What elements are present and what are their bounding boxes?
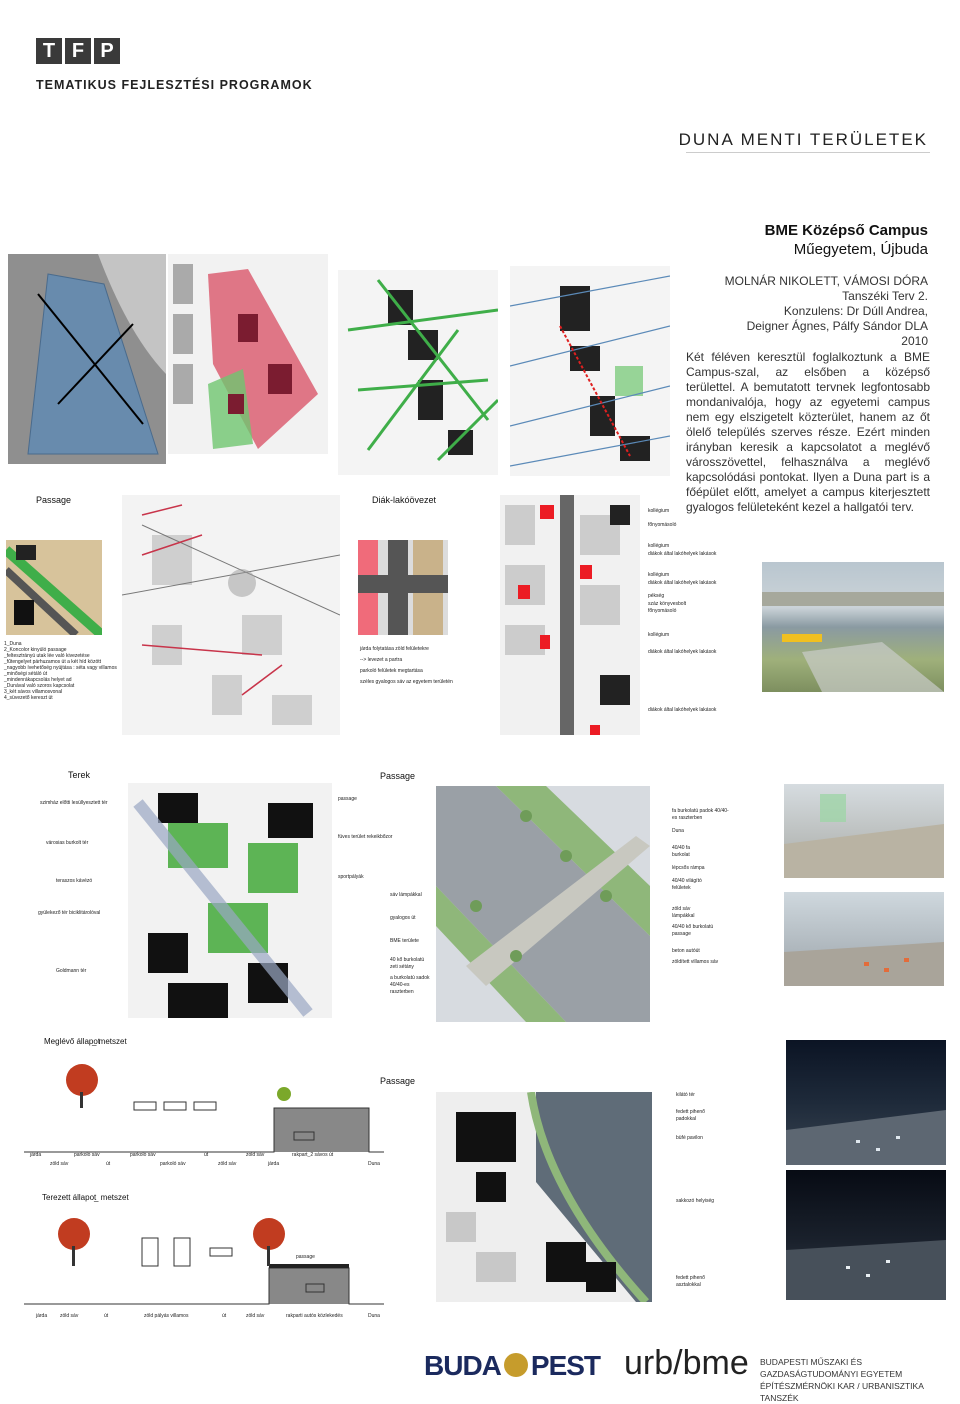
label-terek: Terek	[68, 770, 91, 780]
passage-detail	[6, 540, 102, 635]
passage3-right-label: büfé pavilon	[676, 1135, 703, 1141]
section-label: Duna	[368, 1313, 380, 1319]
map-green-network	[338, 270, 498, 475]
kollegium-label: főnyomásoló	[648, 521, 677, 528]
project-description: Két féléven keresztül foglalkoztunk a BME Campus-szal, az elsőben a középső területtel. A bemutatott tervnek legfontosabb mondanivalója, hogy az egyetemi campus nem egy elszigetelt közterület, hanem az őt ölelő település szerves része. Ezért minden irányban keresik a kapcsolatot a meglévő városszövettel, felhasználva a meglévő kapcsolódási pontokat. Ilyen a Duna part is a főépület előtt, amelyet a campus kiterjesztett gyalogos felületeként kezel a hallgatói terv.	[686, 350, 930, 514]
terek-mid-label: füves terület rekeikbőzor	[338, 834, 393, 840]
render-riverside-day	[762, 562, 944, 692]
project-title: BME Középső Campus	[764, 222, 928, 239]
note-line: széles gyalogos sáv az egyetem területén	[360, 679, 453, 685]
kollegium-label: diákok által lakóhelyek lakások	[648, 649, 717, 655]
section-label: járda	[30, 1152, 42, 1158]
render-passage-1	[784, 784, 944, 878]
authors-line: Konzulens: Dr Dúll Andrea,	[783, 304, 928, 318]
tfp-logo	[36, 38, 123, 64]
label-meglevo: Meglévő állapot	[44, 1037, 101, 1046]
passage-right-label: Duna	[672, 828, 684, 834]
terek-label: gyülekező tér biciklitárolóval	[38, 910, 101, 916]
section-label: út	[204, 1152, 209, 1158]
section-label: út	[104, 1313, 109, 1319]
section-label: Duna	[368, 1161, 380, 1167]
kollegium-label: diákok által lakóhelyek lakások	[648, 579, 717, 586]
section-label: út	[222, 1313, 227, 1319]
logo-subtitle: TEMATIKUS FEJLESZTÉSI PROGRAMOK	[36, 78, 313, 92]
section-label: járda	[268, 1161, 280, 1167]
passage-plan-river	[436, 1092, 652, 1302]
coat-of-arms-icon	[504, 1353, 528, 1377]
passage-right-label: zöld sáv lámpákkal	[672, 906, 695, 919]
terek-label: városias burkolt tér	[46, 840, 89, 846]
note-line: 4_süvezető kereszt út	[4, 695, 53, 701]
passage-notes	[4, 641, 117, 701]
buda-text: BUDA	[424, 1350, 501, 1381]
aerial-photo	[8, 254, 166, 464]
kollegium-label: kollégium	[648, 631, 670, 638]
note-line: 2_Koncolor kinyúló passage	[4, 647, 67, 653]
passage-right-label: fa burkolatú padok 40/40-es raszterben	[672, 808, 729, 821]
project-title-block	[765, 221, 928, 259]
kollegium-label: főnyomásoló	[648, 608, 677, 614]
section-label: út	[106, 1161, 111, 1167]
kollegium-label: kollégium	[648, 572, 670, 578]
map-passage-plan	[122, 495, 340, 735]
project-subtitle: Műegyetem, Újbuda	[793, 241, 928, 258]
passage-right-label: 40/40 kő burkolatú passage	[672, 924, 714, 937]
map-blue-axes	[510, 266, 670, 476]
passage3-right-label: kilátó tér	[676, 1092, 695, 1098]
section-label: zöld pályás villamos	[144, 1313, 189, 1319]
passage-right-labels	[672, 808, 732, 966]
kollegium-label: kollégium	[648, 508, 670, 514]
label-metszet: _ metszet	[92, 1037, 127, 1046]
passage-mid-label: a burkolatú sadok 40/40-es raszterben	[390, 975, 430, 995]
note-line: _minőségi sétáló út	[4, 671, 48, 677]
section-label: rakpart_2 sávos út	[292, 1152, 334, 1158]
logo-letter: P	[94, 38, 120, 64]
terek-label: szimház előtti lesüllyesztett tér	[40, 800, 108, 806]
section-label: járda	[36, 1313, 48, 1319]
section-label: zöld sáv	[218, 1161, 237, 1167]
note-line: _fűtengelyet párhuzamos út a két híd között	[4, 659, 102, 665]
map-terek	[128, 783, 332, 1018]
kollegium-label: száz könyvesbolt	[648, 600, 687, 607]
university-name	[760, 1356, 960, 1404]
diak-detail	[358, 540, 448, 635]
divider	[686, 152, 930, 153]
logo-letter: F	[65, 38, 91, 64]
map-kollegium	[500, 495, 640, 735]
logo-panel	[22, 26, 328, 106]
passage-right-label: zöldített villamos sáv	[672, 959, 719, 965]
section-label: zöld sáv	[50, 1161, 69, 1167]
passage-mid-label: gyalogos út	[390, 915, 416, 921]
note-line: járda folytatása zöld felületekre	[360, 646, 429, 652]
diak-notes	[360, 644, 453, 688]
authors-line: MOLNÁR NIKOLETT, VÁMOSI DÓRA	[724, 274, 928, 288]
section2-passage: passage	[296, 1254, 315, 1260]
section2-labels	[36, 1313, 396, 1323]
note-line: _Dunával való szoros kapcsolat	[4, 683, 75, 689]
label-diak: Diák-lakóövezet	[372, 495, 437, 505]
terek-mid-label: passage	[338, 796, 357, 802]
passage-mid-label: sáv lámpákkal	[390, 892, 422, 898]
passage-right-label: 40/40 világító felületek	[672, 878, 702, 891]
passage-mid-label: BME területe	[390, 938, 419, 944]
passage-plan	[436, 786, 650, 1022]
label-passage-2: Passage	[380, 771, 416, 781]
terek-mid-label: sportpályák	[338, 874, 364, 880]
university-line: BUDAPESTI MŰSZAKI ÉS GAZDASÁGTUDOMÁNYI EGYETEM	[760, 1357, 903, 1379]
kollegium-label: kollégium	[648, 543, 670, 549]
kollegium-label: diákok által lakóhelyek lakások	[648, 706, 717, 713]
section-existing	[24, 1052, 384, 1156]
section-label: parkoló sáv	[160, 1161, 186, 1167]
note-line: 1_Duna	[4, 641, 22, 647]
authors-line: 2010	[901, 334, 928, 348]
label-passage: Passage	[36, 495, 72, 505]
note-line: parkoló felületek megtartása	[360, 668, 423, 674]
terek-label: Goldmann tér	[56, 968, 87, 974]
authors-line: Tanszéki Terv 2.	[842, 289, 928, 303]
passage-right-label: 40/40 fa burkolat	[672, 845, 691, 858]
passage-right-label: beton autóút	[672, 948, 700, 954]
section-label: zöld sáv	[246, 1313, 265, 1319]
section-label: rakparti autós közlekedés	[286, 1313, 343, 1319]
label-passage-3: Passage	[380, 1076, 416, 1086]
passage-right-label: lépcsős rámpa	[672, 865, 705, 871]
section-proposed	[24, 1204, 384, 1308]
passage3-right-label: fedett pihenő asztalokkal	[676, 1275, 705, 1288]
section-label: parkoló sáv	[74, 1152, 100, 1158]
label-metszet-2: _ metszet	[94, 1193, 129, 1202]
note-line: _nagyobb ívehetőség nyújtása : séta vagy villamos	[4, 665, 117, 671]
university-line: ÉPÍTÉSZMÉRNÖKI KAR / URBANISZTIKA TANSZÉK	[760, 1381, 924, 1403]
label-terezett: Terezett állapot	[42, 1193, 97, 1202]
section-label: zöld sáv	[60, 1313, 79, 1319]
kollegium-label: pékség	[648, 593, 665, 599]
note-line: _feltesztrányú utak lée való kivezetése	[4, 653, 90, 659]
section1-labels	[30, 1152, 390, 1172]
authors-line: Deigner Ágnes, Pálfy Sándor DLA	[746, 319, 928, 333]
section-label: parkoló sáv	[130, 1152, 156, 1158]
note-line: 3_két sávos villamosvonal	[4, 689, 63, 695]
passage3-right-label: sakkozó helyiség	[676, 1198, 715, 1204]
domain-title: DUNA MENTI TERÜLETEK	[678, 130, 928, 149]
render-passage-2	[784, 892, 944, 986]
pest-text: PEST	[530, 1350, 601, 1381]
passage-mid-labels	[390, 892, 434, 996]
passage3-right-labels	[676, 1092, 720, 1289]
budapest-logo	[424, 1350, 600, 1382]
section-label: zöld sáv	[246, 1152, 265, 1158]
authors-block	[725, 274, 928, 349]
terek-label: teraszos kávézó	[56, 878, 93, 884]
urb-bme-logo: urb/bme	[624, 1344, 749, 1382]
note-line: _mindenrákapcsolás helyet ad	[4, 677, 72, 683]
passage3-right-label: fedett pihenő padokkal	[676, 1109, 705, 1122]
render-night-2	[786, 1170, 946, 1300]
passage-mid-label: 40 kő burkolatú zeti sétány	[390, 957, 425, 970]
map-zones	[168, 254, 328, 454]
render-night-1	[786, 1040, 946, 1165]
kollegium-labels	[648, 508, 716, 714]
logo-letter: T	[36, 38, 62, 64]
note-line: --> levezet a partra	[360, 657, 403, 663]
kollegium-label: diákok által lakóhelyek lakások	[648, 550, 717, 557]
